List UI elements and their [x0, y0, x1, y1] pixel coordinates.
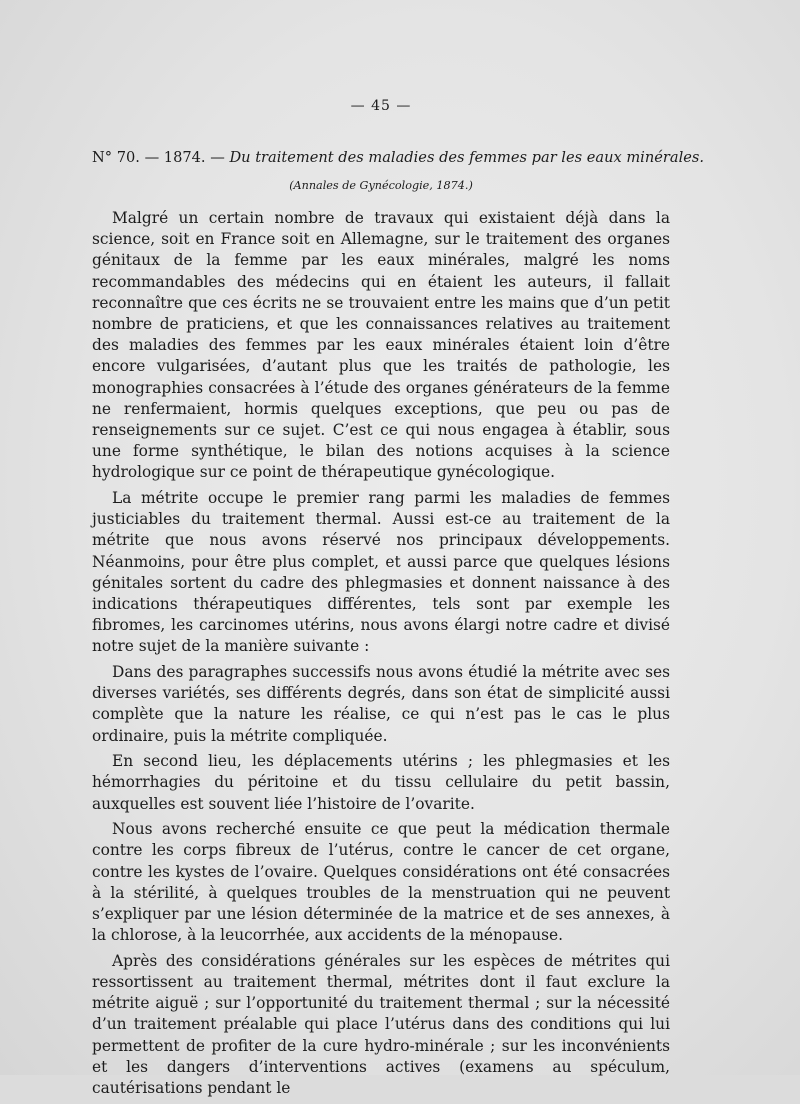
source-citation: (Annales de Gynécologie, 1874.) — [289, 179, 473, 192]
paragraph: Nous avons recherché ensuite ce que peut la médication thermale contre les corps fibreux de l’utérus, contre le cancer de cet organe, contre les kystes de l’ovaire. Quelques considérations ont été consacrées à la stérilité, à quelques troubles de la menstruation qui ne peuvent s’expliquer par une lésion déterminée de la matrice et de ses annexes, à la chlorose, à la leucorrhée, aux accidents de la ménopause. — [92, 820, 670, 945]
entry-heading — [92, 148, 704, 168]
paragraph: Malgré un certain nombre de travaux qui existaient déjà dans la science, soit en France soit en Allemagne, sur le traitement des organes génitaux de la femme par les eaux minérales, malgré les noms recommandables des médecins qui en étaient les auteurs, il fallait reconnaître que ces écrits ne se trouvaient entre les mains que d’un petit nombre de praticiens, et que les connaissances relatives au traitement des maladies des femmes par les eaux minérales étaient loin d’être encore vulgarisées, d’autant plus que les traités de pathologie, les monographies consacrées à l’étude des organes générateurs de la femme ne renfermaient, hormis quelques exceptions, que peu ou pas de renseignements sur ce sujet. C’est ce qui nous engagea à établir, sous une forme synthétique, le bilan des notions acquises à la science hydrologique sur ce point de thérapeutique gynécologique. — [92, 209, 670, 482]
paragraph: Après des considérations générales sur les espèces de métrites qui ressortissent au traitement thermal, métrites dont il faut exclure la métrite aiguë ; sur l’opportunité du traitement thermal ; sur la nécessité d’un traitement préalable qui place l’utérus dans des conditions qui lui permettent de profiter de la cure hydro-minérale ; sur les inconvénients et les dangers d’interventions actives (examens au spéculum, cautérisations pendant le — [92, 951, 670, 1098]
page-content — [92, 98, 704, 1104]
page-number: — 45 — — [350, 98, 412, 114]
paragraph: La métrite occupe le premier rang parmi les maladies de femmes justiciables du traitement thermal. Aussi est-ce au traitement de la métrite que nous avons réservé nos principaux développements. Néanmoins, pour être plus complet, et aussi parce que quelques lésions génitales sortent du cadre des phlegmasies et donnent naissance à des indications thérapeutiques différentes, tels sont par exemple les fibromes, les carcinomes utérins, nous avons élargi notre cadre et divisé notre sujet de la manière suivante : — [92, 489, 670, 656]
entry-number: N° 70. — [92, 149, 140, 166]
body-text — [92, 208, 670, 1099]
entry-title: Du traitement des maladies des femmes par les eaux minérales. — [229, 149, 704, 166]
paragraph: Dans des paragraphes successifs nous avons étudié la métrite avec ses diverses variétés, ses différents degrés, dans son état de simplicité aussi complète que la nature les réalise, ce qui n’est pas le cas le plus ordinaire, puis la métrite compliquée. — [92, 663, 670, 745]
entry-year: — 1874. — — [144, 149, 225, 166]
paragraph: En second lieu, les déplacements utérins ; les phlegmasies et les hémorrhagies du péritoine et du tissu cellulaire du petit bassin, auxquelles est souvent liée l’histoire de l’ovarite. — [92, 752, 670, 813]
